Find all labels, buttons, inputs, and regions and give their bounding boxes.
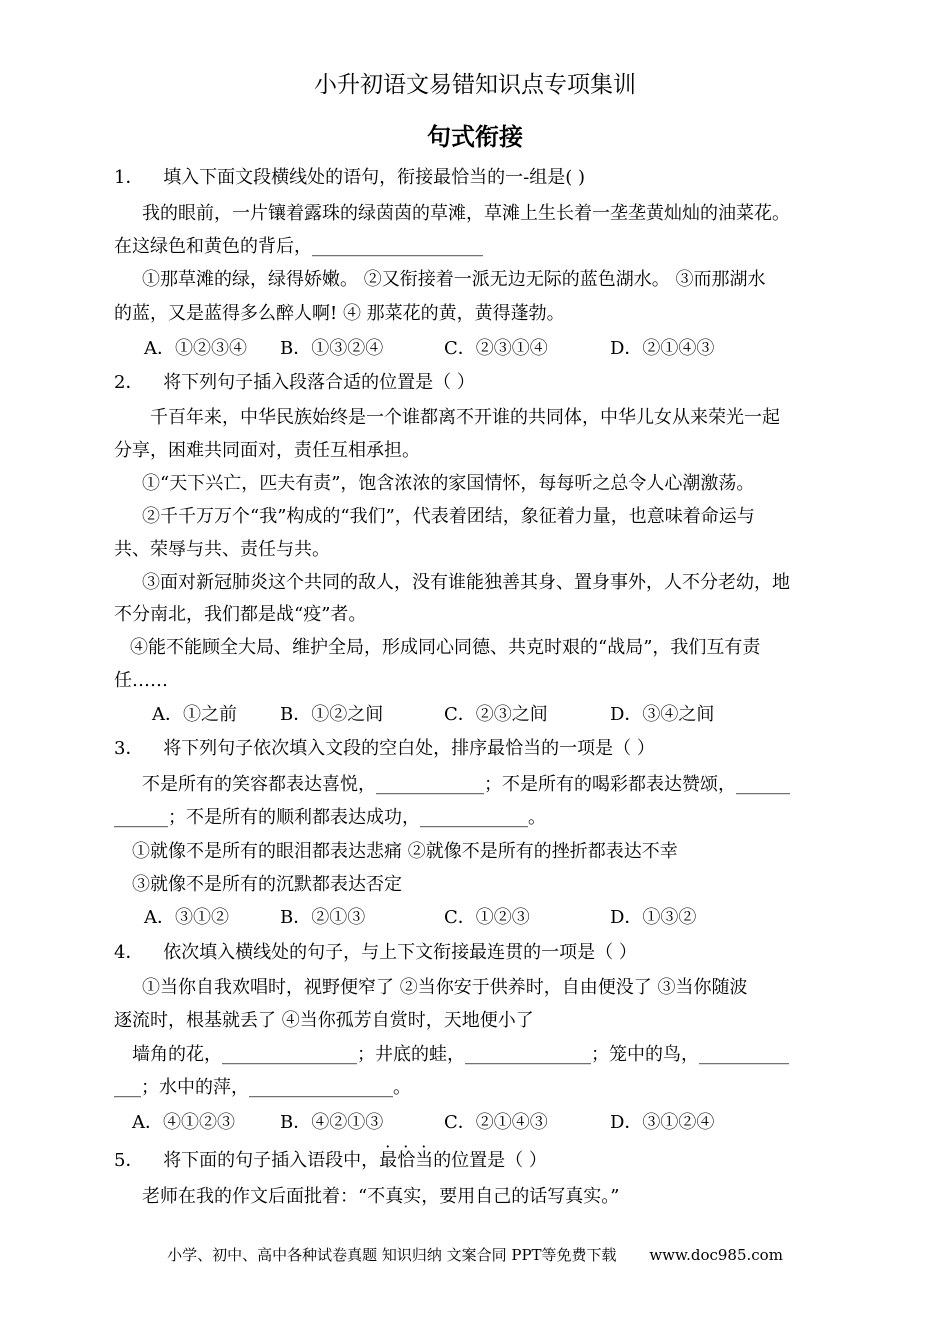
option-d: D．③④之间: [610, 704, 715, 725]
question-number: 1．: [114, 167, 144, 188]
question-5: [114, 1149, 547, 1173]
passage-line: 千百年来，中华民族始终是一个谁都离不开谁的共同体，中华儿女从来荣光一起: [150, 407, 780, 428]
option-c: C．①②③: [444, 907, 530, 928]
page-title: 小升初语文易错知识点专项集训: [314, 72, 636, 98]
answer-options: [144, 906, 696, 930]
option-a: A．①②③④: [144, 338, 247, 359]
passage-line: 老师在我的作文后面批着：“不真实，要用自己的话写真实。”: [142, 1186, 620, 1207]
option-d: D．③①②④: [610, 1112, 715, 1133]
page-footer: [0, 1244, 950, 1265]
question-3: [114, 737, 655, 761]
passage-line: 分享，困难共同面对，责任互相承担。: [114, 440, 420, 461]
question-stem: 将下列句子依次填入文段的空白处，排序最恰当的一项是（ ）: [163, 738, 655, 759]
question-stem: 填入下面文段横线处的语句，衔接最恰当的一-组是( ): [163, 167, 586, 188]
emphasis-char: 恰: [397, 1150, 416, 1171]
question-1: [114, 166, 585, 190]
emphasis-char: 最: [379, 1150, 398, 1171]
passage-line: ___；水中的萍，________________。: [114, 1077, 411, 1098]
passage-line: ①那草滩的绿，绿得娇嫩。 ②又衔接着一派无边无际的蓝色湖水。 ③而那湖水: [142, 269, 766, 290]
passage-line: ①“天下兴亡，匹夫有责”，饱含浓浓的家国情怀，每每听之总令人心潮激荡。: [142, 473, 755, 494]
passage-line: 我的眼前，一片镶着露珠的绿茵茵的草滩，草滩上生长着一垄垄黄灿灿的油菜花。: [142, 203, 790, 224]
passage-line: 任……: [114, 670, 168, 691]
answer-options: [132, 1111, 714, 1135]
option-b: B．④②①③: [280, 1112, 384, 1133]
passage-line: ①就像不是所有的眼泪都表达悲痛 ②就像不是所有的挫折都表达不幸: [132, 841, 678, 862]
question-number: 3．: [114, 738, 144, 759]
answer-options: [152, 703, 714, 727]
passage-line: 在这绿色和黄色的背后，___________________: [114, 236, 483, 257]
passage-line: ②千千万万个“我”构成的“我们”，代表着团结，象征着力量，也意味着命运与: [142, 506, 755, 527]
passage-line: 墙角的花，_______________；井底的蛙，______________；笼中的鸟，__________: [132, 1044, 789, 1065]
option-a: A．④①②③: [132, 1112, 235, 1133]
question-number: 5．: [114, 1150, 144, 1171]
passage-line: ③就像不是所有的沉默都表达否定: [132, 874, 402, 895]
question-4: [114, 941, 637, 965]
passage-line: 逐流时，根基就丢了 ④当你孤芳自赏时，天地便小了: [114, 1010, 534, 1031]
option-d: D．①③②: [610, 907, 697, 928]
passage-line: 共、荣辱与共、责任与共。: [114, 539, 330, 560]
option-a: A．③①②: [144, 907, 229, 928]
option-c: C．②①④③: [444, 1112, 548, 1133]
option-b: B．②①③: [280, 907, 366, 928]
option-b: B．①②之间: [280, 704, 384, 725]
page-subtitle: 句式衔接: [427, 123, 523, 151]
question-number: 2．: [114, 372, 144, 393]
passage-line: ④能不能顾全大局、维护全局，形成同心同德、共克时艰的“战局”，我们互有责: [130, 637, 761, 658]
passage-line: 不是所有的笑容都表达喜悦，____________；不是所有的喝彩都表达赞颂，______: [142, 774, 790, 795]
passage-line: ③面对新冠肺炎这个共同的敌人，没有谁能独善其身、置身事外，人不分老幼，地: [142, 572, 790, 593]
question-stem-suffix: 的位置是（ ）: [433, 1150, 547, 1171]
question-2: [114, 371, 475, 395]
option-d: D．②①④③: [610, 338, 715, 359]
passage-line: ______；不是所有的顺利都表达成功，____________。: [114, 807, 546, 828]
option-c: C．②③之间: [444, 704, 548, 725]
question-stem: 将下列句子插入段落合适的位置是（ ）: [163, 372, 475, 393]
question-stem: 依次填入横线处的句子，与上下文衔接最连贯的一项是（ ）: [163, 942, 637, 963]
question-stem-prefix: 将下面的句子插入语段中，: [163, 1150, 380, 1171]
option-a: A．①之前: [152, 704, 237, 725]
footer-site-link[interactable]: www.doc985.com: [649, 1246, 783, 1264]
passage-line: 不分南北，我们都是战“疫”者。: [114, 604, 367, 625]
option-c: C．②③①④: [444, 338, 548, 359]
footer-text: 小学、初中、高中各种试卷真题 知识归纳 文案合同 PPT等免费下载: [167, 1246, 617, 1264]
option-b: B．①③②④: [280, 338, 384, 359]
passage-line: 的蓝，又是蓝得多么醉人啊! ④ 那菜花的黄，黄得蓬勃。: [114, 303, 565, 324]
question-number: 4．: [114, 942, 144, 963]
answer-options: [144, 337, 714, 361]
passage-line: ①当你自我欢唱时，视野便窄了 ②当你安于供养时，自由便没了 ③当你随波: [142, 977, 748, 998]
emphasis-char: 当: [415, 1150, 434, 1171]
